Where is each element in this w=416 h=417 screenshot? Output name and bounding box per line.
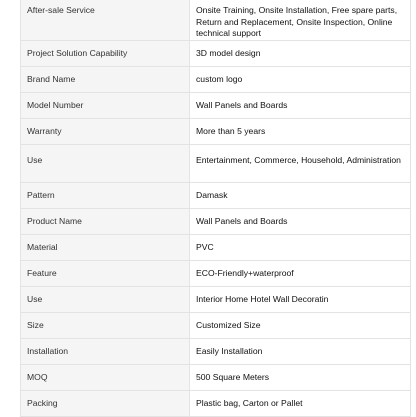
spec-key: Installation [21, 338, 190, 364]
spec-row-warranty [21, 118, 411, 144]
spec-key: Project Solution Capability [21, 40, 190, 66]
spec-key: Use [21, 144, 190, 182]
spec-key: After-sale Service [21, 0, 190, 40]
spec-key: Material [21, 234, 190, 260]
spec-key: Warranty [21, 118, 190, 144]
spec-row-moq [21, 364, 411, 390]
spec-row-installation [21, 338, 411, 364]
spec-key: Use [21, 286, 190, 312]
spec-value: custom logo [190, 66, 411, 92]
spec-value: 3D model design [190, 40, 411, 66]
spec-row-size [21, 312, 411, 338]
spec-key: Product Name [21, 208, 190, 234]
spec-key: Brand Name [21, 66, 190, 92]
spec-key: Packing [21, 390, 190, 416]
spec-key: Model Number [21, 92, 190, 118]
spec-row-brand-name [21, 66, 411, 92]
spec-row-use [21, 144, 411, 182]
spec-value: Plastic bag, Carton or Pallet [190, 390, 411, 416]
spec-value: Damask [190, 182, 411, 208]
spec-row-use [21, 286, 411, 312]
spec-value: ECO-Friendly+waterproof [190, 260, 411, 286]
spec-value: Interior Home Hotel Wall Decoratin [190, 286, 411, 312]
spec-value: PVC [190, 234, 411, 260]
spec-key: Pattern [21, 182, 190, 208]
spec-value: Wall Panels and Boards [190, 208, 411, 234]
spec-row-packing [21, 390, 411, 416]
spec-key: Size [21, 312, 190, 338]
spec-key: Feature [21, 260, 190, 286]
spec-row-product-name [21, 208, 411, 234]
spec-row-pattern [21, 182, 411, 208]
spec-value: Entertainment, Commerce, Household, Administration [190, 144, 411, 182]
spec-row-model-number [21, 92, 411, 118]
spec-row-after-sale-service [21, 0, 411, 40]
spec-row-project-solution [21, 40, 411, 66]
spec-value: More than 5 years [190, 118, 411, 144]
product-spec-table [20, 0, 411, 417]
spec-value: Wall Panels and Boards [190, 92, 411, 118]
spec-value: Easily Installation [190, 338, 411, 364]
spec-row-feature [21, 260, 411, 286]
spec-value: Onsite Training, Onsite Installation, Free spare parts, Return and Replacement, Onsite Inspection, Online technical support [190, 0, 411, 40]
spec-key: MOQ [21, 364, 190, 390]
spec-value: Customized Size [190, 312, 411, 338]
spec-value: 500 Square Meters [190, 364, 411, 390]
spec-row-material [21, 234, 411, 260]
